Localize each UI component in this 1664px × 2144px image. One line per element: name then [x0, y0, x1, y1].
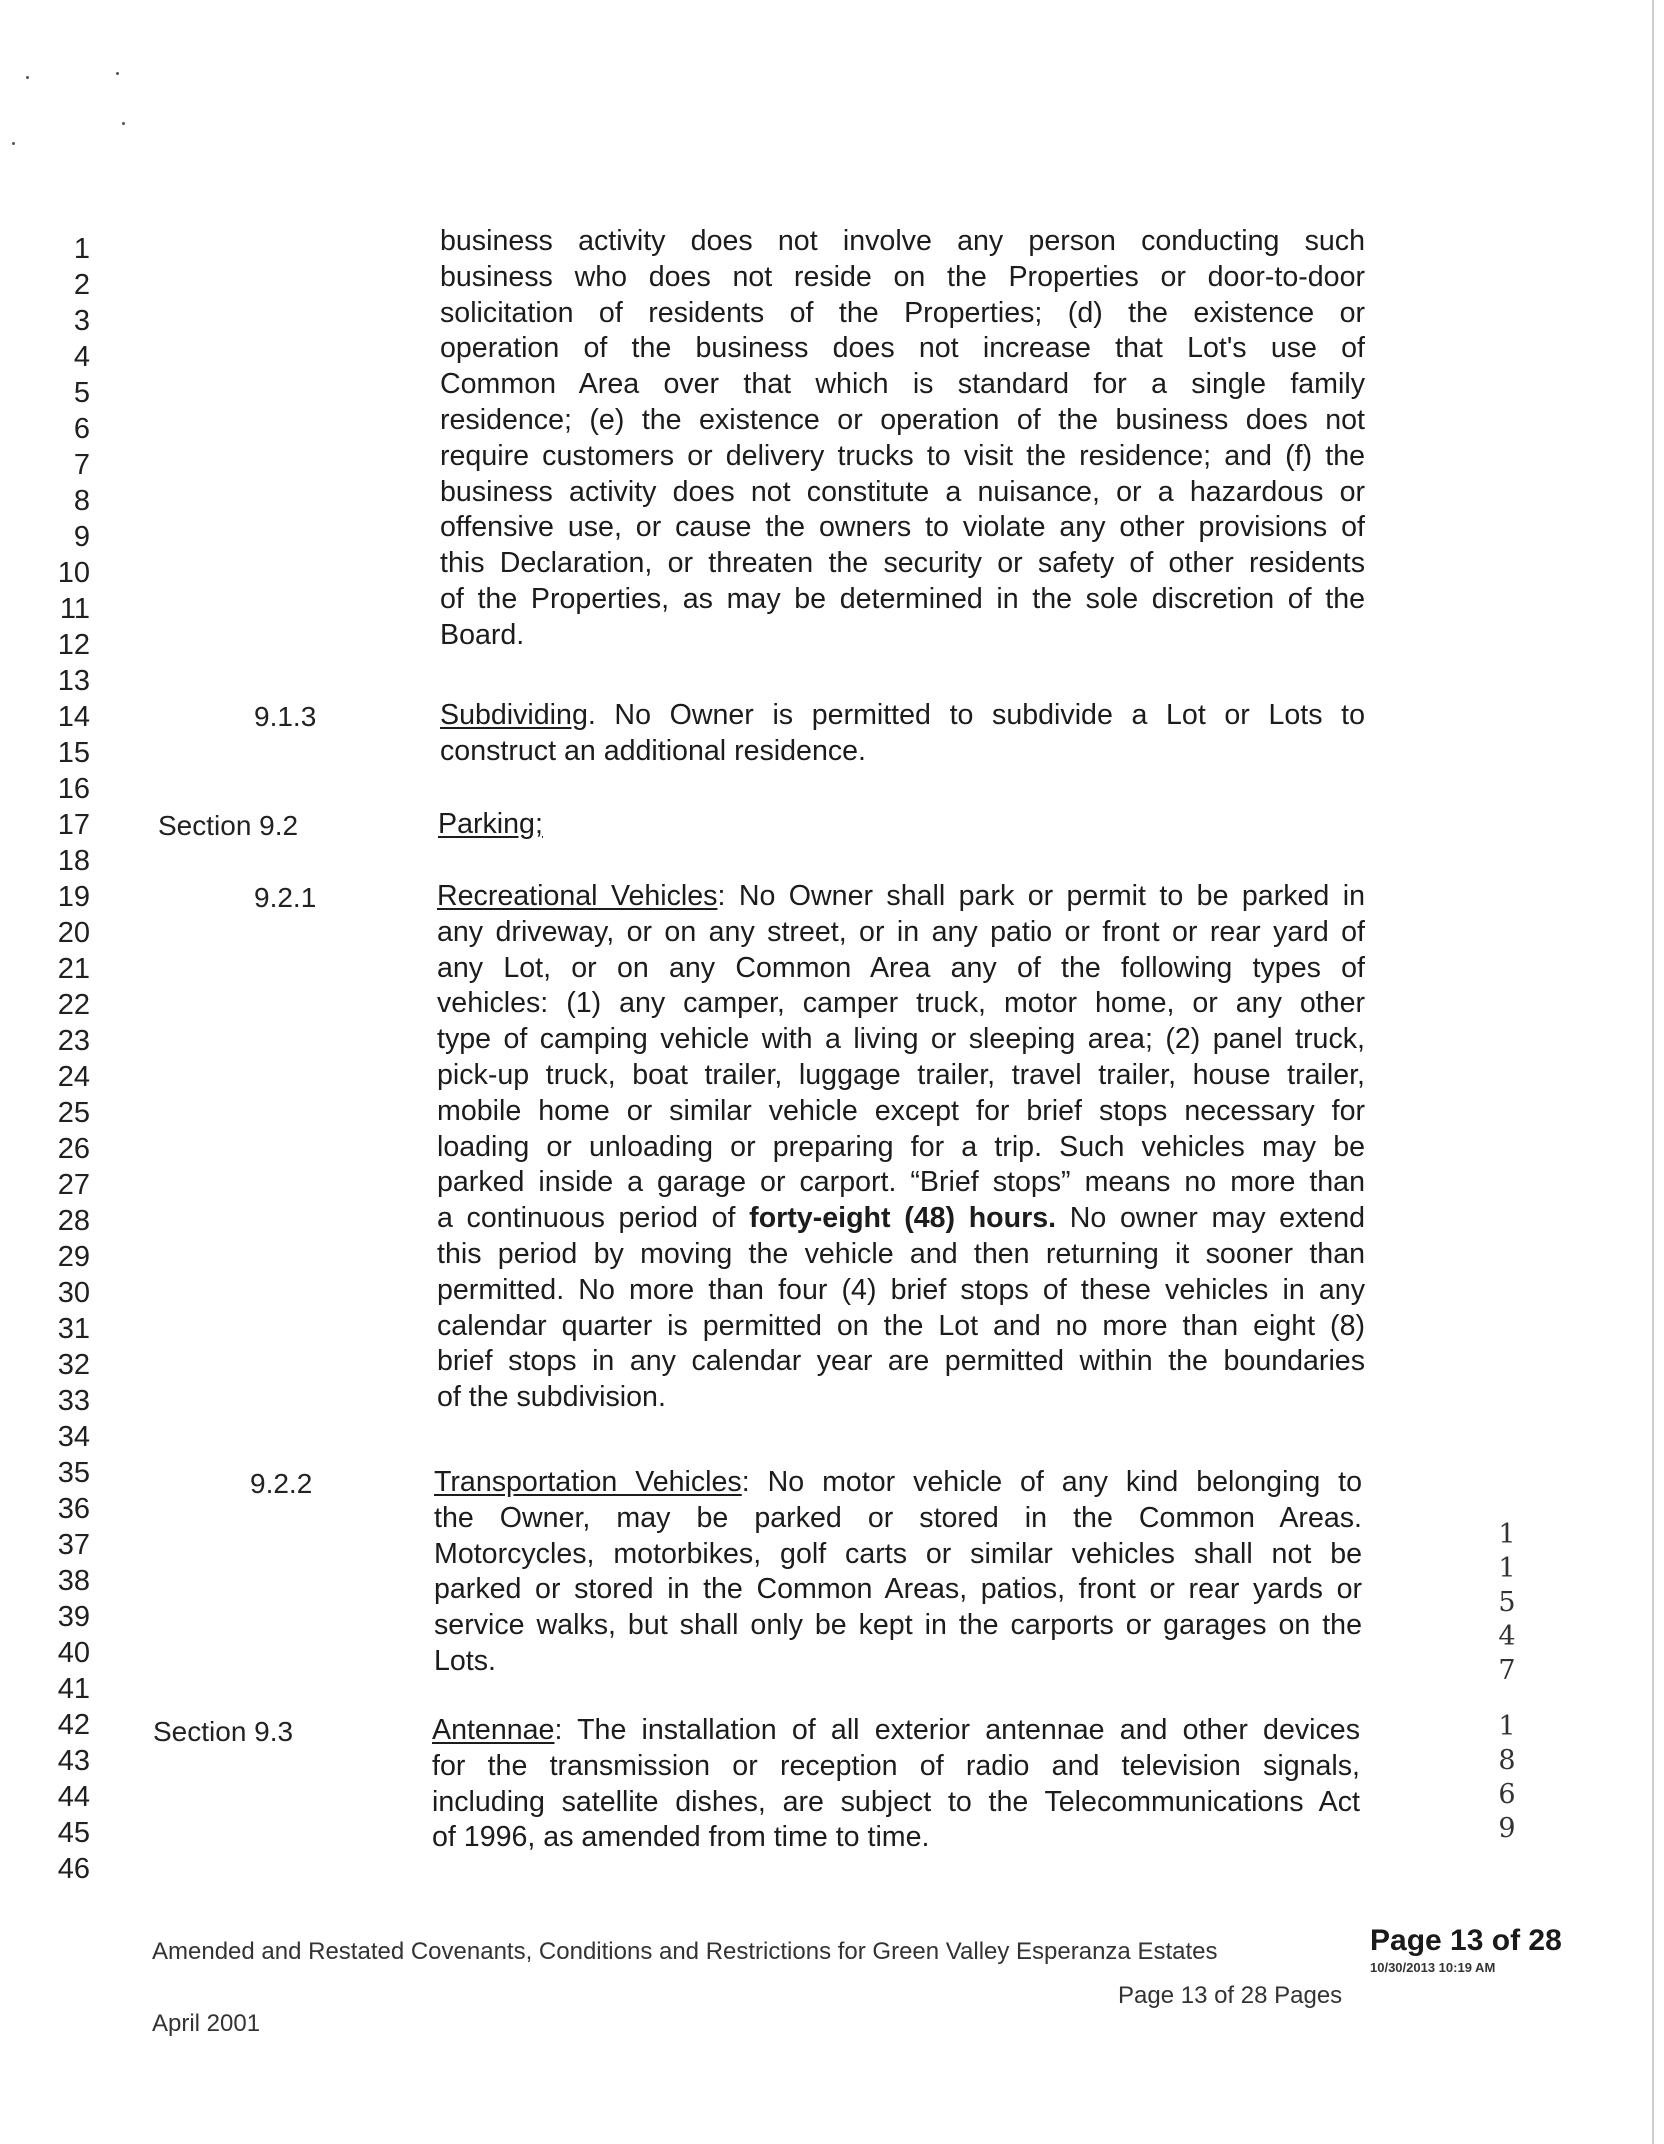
text-line: of the Properties, as may be determined in the sole discretion of the	[440, 582, 1365, 615]
scan-speck	[122, 122, 125, 125]
text-line: construct an additional residence.	[440, 734, 866, 767]
line-number: 2	[73, 269, 90, 301]
line-number: 20	[57, 917, 90, 949]
line-number: 5	[73, 377, 90, 409]
text-line: loading or unloading or preparing for a trip. Such vehicles may be	[437, 1130, 1365, 1163]
text-line: mobile home or similar vehicle except for brief stops necessary for	[437, 1094, 1365, 1127]
line-number: 16	[57, 773, 90, 805]
vertical-recording-number-top	[1494, 1518, 1520, 1688]
subdividing-paragraph	[440, 698, 1365, 770]
line-number: 45	[57, 1817, 90, 1849]
section-label-9-2: Section 9.2	[158, 810, 299, 841]
text-line: any driveway, or on any street, or in any patio or front or rear yard of	[437, 915, 1365, 948]
line-number: 27	[57, 1169, 90, 1201]
line-number: 3	[73, 305, 90, 337]
text-line: service walks, but shall only be kept in the carports or garages on the	[434, 1609, 1362, 1642]
text-run: : The installation of all exterior antennae and other devices	[554, 1714, 1360, 1746]
line-number: 33	[57, 1385, 90, 1417]
line-number: 10	[57, 557, 90, 589]
line-number: 29	[57, 1241, 90, 1273]
text-line: Motorcycles, motorbikes, golf carts or similar vehicles shall not be	[434, 1537, 1362, 1570]
line-number: 1	[73, 233, 90, 265]
line-number: 23	[57, 1025, 90, 1057]
text-run: a continuous period of	[437, 1202, 750, 1235]
text-line: brief stops in any calendar year are permitted within the boundaries	[437, 1345, 1365, 1378]
text-line: Common Area over that which is standard for a single family	[440, 368, 1365, 401]
text-line: the Owner, may be parked or stored in the Common Areas.	[434, 1501, 1362, 1534]
text-line: require customers or delivery trucks to visit the residence; and (f) the	[440, 439, 1365, 472]
text-run: . No Owner is permitted to subdivide a Lot or Lots to	[587, 699, 1365, 731]
line-number: 44	[57, 1781, 90, 1813]
text-line: Board.	[440, 618, 525, 651]
line-number: 7	[73, 449, 90, 481]
forty-eight-hours-bold: forty-eight (48) hours.	[749, 1202, 1057, 1235]
text-line: type of camping vehicle with a living or sleeping area; (2) panel truck,	[437, 1023, 1365, 1056]
section-number-9-1-3: 9.1.3	[254, 701, 317, 732]
recreational-vehicles-heading: Recreational Vehicles	[437, 880, 718, 912]
text-line: business activity does not involve any person conducting such	[440, 225, 1365, 257]
line-number: 17	[57, 809, 90, 841]
text-line: vehicles: (1) any camper, camper truck, motor home, or any other	[437, 987, 1365, 1020]
scan-speck	[12, 142, 15, 145]
line-number: 31	[57, 1313, 90, 1345]
text-line: offensive use, or cause the owners to violate any other provisions of	[440, 511, 1365, 544]
line-number: 28	[57, 1205, 90, 1237]
line-number: 38	[57, 1565, 90, 1597]
text-line: this Declaration, or threaten the security or safety of other residents	[440, 547, 1365, 580]
text-line: parked or stored in the Common Areas, patios, front or rear yards or	[434, 1573, 1362, 1606]
text-line: including satellite dishes, are subject to the Telecommunications Act	[432, 1785, 1360, 1818]
text-line: business activity does not constitute a nuisance, or a hazardous or	[440, 475, 1365, 508]
footer-page-count: Page 13 of 28 Pages	[1118, 1982, 1343, 2009]
line-number: 21	[57, 953, 90, 985]
line-number: 30	[57, 1277, 90, 1309]
line-number: 8	[73, 485, 90, 517]
scan-speck	[116, 72, 119, 75]
stamp-digit: 4	[1498, 1621, 1516, 1652]
line-number: 11	[59, 593, 90, 625]
vertical-recording-number-bottom	[1494, 1710, 1520, 1846]
recreational-vehicles-paragraph	[437, 879, 1365, 1416]
stamp-digit: 7	[1498, 1655, 1516, 1686]
home-business-continuation	[440, 224, 1365, 654]
subdividing-heading: Subdividing	[440, 699, 588, 731]
line-number: 43	[57, 1745, 90, 1777]
line-number: 40	[57, 1637, 90, 1669]
line-number: 19	[57, 881, 90, 913]
footer-date: April 2001	[152, 2010, 261, 2037]
stamp-digit: 5	[1498, 1587, 1516, 1618]
line-number: 46	[57, 1853, 90, 1885]
text-line: operation of the business does not increase that Lot's use of	[440, 332, 1365, 365]
text-line: permitted. No more than four (4) brief stops of these vehicles in any	[437, 1273, 1365, 1306]
transportation-vehicles-heading: Transportation Vehicles	[434, 1466, 742, 1498]
parking-heading-line	[438, 807, 1365, 843]
text-line: residence; (e) the existence or operation of the business does not	[440, 403, 1365, 436]
stamp-digit: 1	[1498, 1519, 1516, 1550]
line-number: 24	[57, 1061, 90, 1093]
stamp-digit: 1	[1498, 1553, 1516, 1584]
recorder-datetime-stamp: 10/30/2013 10:19 AM	[1370, 1960, 1496, 1975]
antennae-heading: Antennae	[432, 1714, 555, 1746]
stamp-digit: 9	[1498, 1813, 1516, 1844]
line-number: 9	[73, 521, 90, 553]
line-number: 39	[57, 1601, 90, 1633]
line-number: 18	[57, 845, 90, 877]
text-line: calendar quarter is permitted on the Lot and no more than eight (8)	[437, 1309, 1365, 1342]
stamp-digit: 6	[1498, 1779, 1516, 1810]
text-line: of 1996, as amended from time to time.	[432, 1821, 930, 1854]
line-number: 14	[57, 701, 90, 733]
line-number: 35	[57, 1457, 90, 1489]
text-line: parked inside a garage or carport. “Brief stops” means no more than	[437, 1166, 1365, 1199]
line-number: 22	[57, 989, 90, 1021]
text-line: any Lot, or on any Common Area any of the following types of	[437, 951, 1365, 984]
parking-heading: Parking;	[438, 808, 543, 840]
section-number-9-2-2: 9.2.2	[250, 1468, 313, 1499]
text-line: solicitation of residents of the Properties; (d) the existence or	[440, 296, 1365, 329]
text-run: : No Owner shall park or permit to be parked in	[717, 880, 1365, 912]
text-run: : No motor vehicle of any kind belonging to	[741, 1466, 1363, 1498]
recorder-page-stamp: Page 13 of 28	[1370, 1924, 1562, 1957]
line-number: 26	[57, 1133, 90, 1165]
line-number: 15	[57, 737, 90, 769]
line-number: 36	[57, 1493, 90, 1525]
text-line: business who does not reside on the Properties or door-to-door	[440, 260, 1365, 293]
text-line: for the transmission or reception of radio and television signals,	[432, 1749, 1360, 1782]
text-line: Lots.	[434, 1644, 496, 1677]
antennae-paragraph	[432, 1713, 1360, 1856]
line-number: 37	[57, 1529, 90, 1561]
text-line: this period by moving the vehicle and then returning it sooner than	[437, 1237, 1365, 1270]
line-number: 13	[57, 665, 90, 697]
stamp-digit: 8	[1498, 1745, 1516, 1776]
line-number: 25	[57, 1097, 90, 1129]
line-number: 12	[57, 629, 90, 661]
line-number: 34	[57, 1421, 90, 1453]
scan-speck	[26, 76, 29, 79]
section-label-9-3: Section 9.3	[153, 1716, 294, 1747]
stamp-digit: 1	[1498, 1711, 1516, 1742]
line-number: 41	[57, 1673, 90, 1705]
footer-document-title: Amended and Restated Covenants, Conditions and Restrictions for Green Valley Esperanza Estates	[152, 1938, 1218, 1965]
text-line: pick-up truck, boat trailer, luggage trailer, travel trailer, house trailer,	[437, 1058, 1365, 1091]
line-number: 4	[73, 341, 90, 373]
line-number: 6	[73, 413, 90, 445]
text-run: No owner may extend	[1056, 1202, 1365, 1235]
transportation-vehicles-paragraph	[434, 1465, 1362, 1680]
section-number-9-2-1: 9.2.1	[254, 882, 317, 913]
scan-edge	[1652, 0, 1654, 2144]
text-line: of the subdivision.	[437, 1381, 666, 1414]
line-number: 42	[57, 1709, 90, 1741]
line-number: 32	[57, 1349, 90, 1381]
